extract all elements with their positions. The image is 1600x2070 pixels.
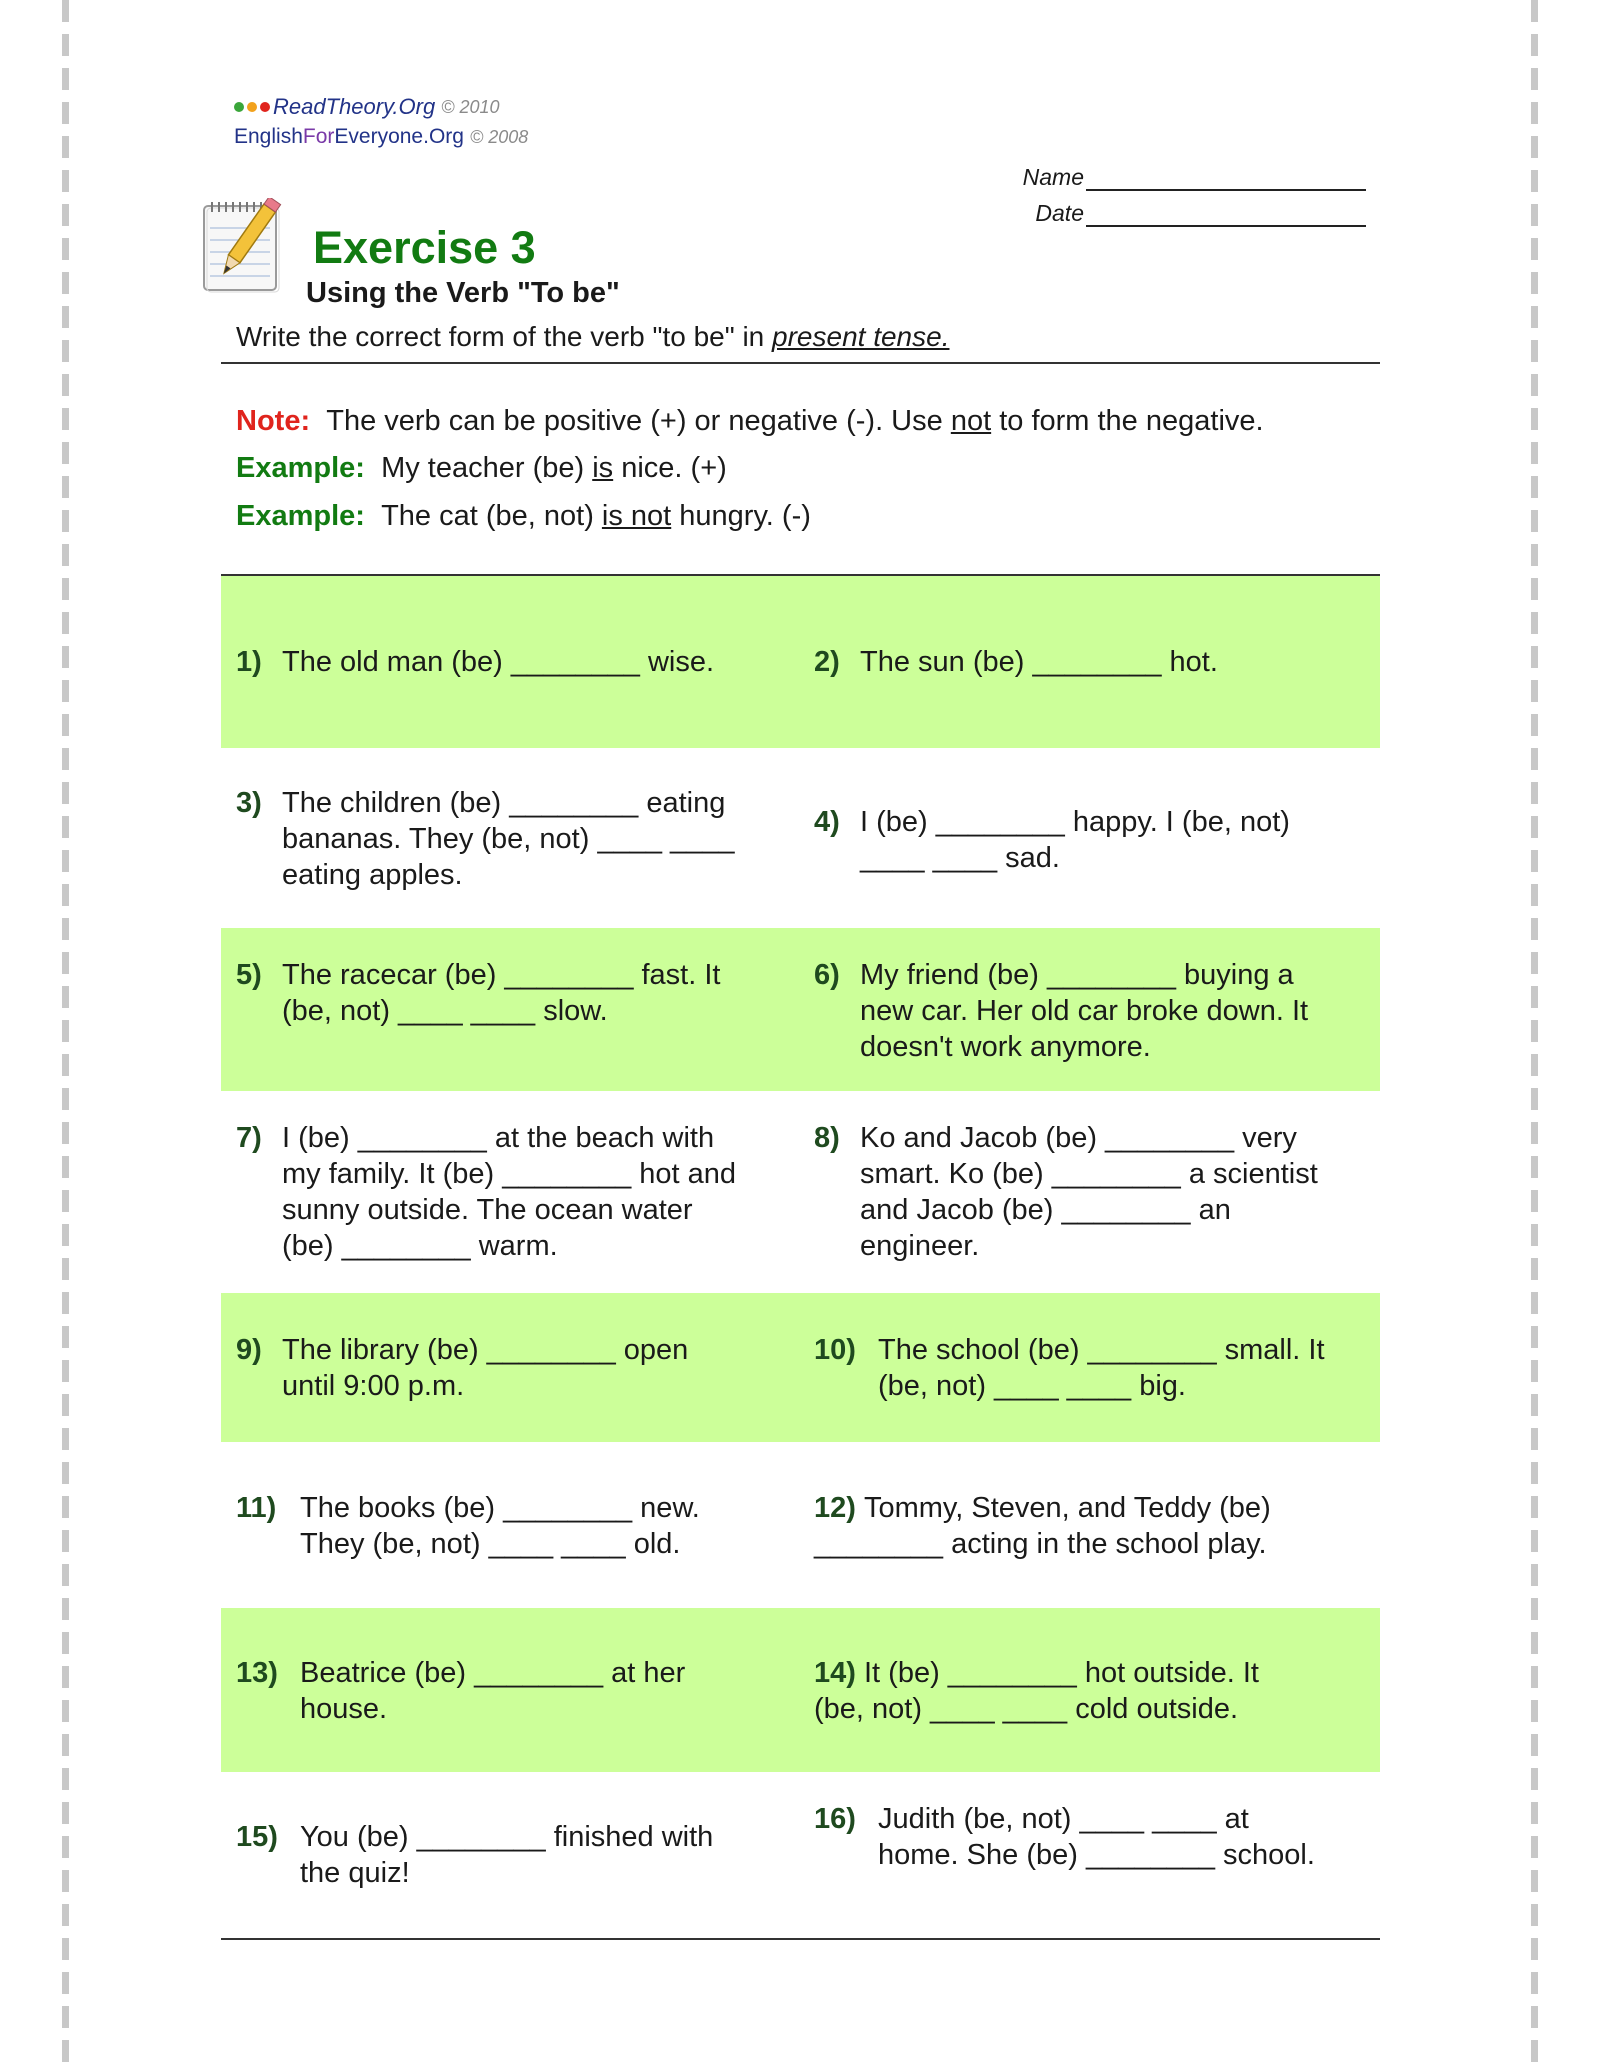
question-text-line[interactable]: home. She (be) ________ school.	[878, 1839, 1315, 1871]
readtheory-copyright: © 2010	[441, 96, 500, 117]
notepad-pencil-icon	[200, 198, 302, 299]
question-number: 2)	[814, 646, 840, 678]
question-number: 16)	[814, 1803, 856, 1835]
question-11	[236, 1490, 700, 1562]
example-label: Example:	[236, 452, 365, 484]
question-16	[814, 1801, 1315, 1873]
instructions-text: Write the correct form of the verb "to be" in	[236, 321, 773, 352]
name-label: Name	[1022, 164, 1084, 190]
question-text-line[interactable]: They (be, not) ____ ____ old.	[300, 1528, 681, 1560]
left-dashed-border	[62, 0, 69, 2070]
question-12	[814, 1490, 1271, 1562]
question-1	[236, 644, 714, 680]
date-label: Date	[1035, 200, 1084, 226]
question-text-line: engineer.	[860, 1230, 980, 1262]
question-number: 12)	[814, 1492, 856, 1524]
question-text-line[interactable]: The books (be) ________ new.	[300, 1492, 700, 1524]
example-label: Example:	[236, 500, 365, 532]
divider-bottom	[221, 1938, 1380, 1940]
question-number: 8)	[814, 1122, 840, 1154]
question-number: 3)	[236, 787, 262, 819]
red-dot-icon	[260, 102, 270, 112]
question-9	[236, 1332, 688, 1404]
question-15	[236, 1819, 713, 1891]
englishforeveryone-logo[interactable]	[234, 122, 528, 152]
question-text-line[interactable]: ____ ____ sad.	[860, 842, 1060, 874]
question-8	[814, 1120, 1318, 1264]
right-dashed-border	[1531, 0, 1538, 2070]
question-text-line[interactable]: Judith (be, not) ____ ____ at	[878, 1803, 1249, 1835]
note-line	[236, 405, 1264, 438]
exercise-title: Exercise 3	[313, 222, 536, 273]
question-number: 10)	[814, 1334, 856, 1366]
question-text-line: sunny outside. The ocean water	[282, 1194, 693, 1226]
question-text-line[interactable]: Ko and Jacob (be) ________ very	[860, 1122, 1297, 1154]
question-text-line[interactable]: My friend (be) ________ buying a	[860, 959, 1294, 991]
question-number: 6)	[814, 959, 840, 991]
question-text-line[interactable]: smart. Ko (be) ________ a scientist	[860, 1158, 1318, 1190]
instructions	[236, 321, 949, 353]
question-5	[236, 957, 720, 1029]
date-field[interactable]	[1086, 201, 1366, 227]
example-answer: is	[592, 452, 614, 484]
note-text-2: to form the negative.	[991, 405, 1264, 437]
question-7	[236, 1120, 736, 1264]
question-text-line[interactable]: The racecar (be) ________ fast. It	[282, 959, 721, 991]
question-text-line[interactable]: ________ acting in the school play.	[814, 1528, 1267, 1560]
note-label: Note:	[236, 405, 311, 437]
question-text-line: until 9:00 p.m.	[282, 1370, 465, 1402]
question-text-line: eating apples.	[282, 859, 463, 891]
question-text-line[interactable]: The sun (be) ________ hot.	[860, 646, 1218, 678]
question-number: 4)	[814, 806, 840, 838]
question-text-line[interactable]: (be, not) ____ ____ slow.	[282, 995, 608, 1027]
instructions-emphasis: present tense.	[772, 321, 950, 352]
question-text-line[interactable]: The old man (be) ________ wise.	[282, 646, 715, 678]
example-line-1	[236, 452, 727, 485]
question-number: 14)	[814, 1657, 856, 1689]
question-14	[814, 1655, 1259, 1727]
note-underlined: not	[950, 405, 992, 437]
logo-block	[234, 92, 528, 152]
readtheory-name: ReadTheory.Org	[273, 94, 436, 119]
example-text: hungry. (-)	[671, 500, 811, 532]
question-text-line: the quiz!	[300, 1857, 410, 1889]
question-number: 7)	[236, 1122, 262, 1154]
efe-copyright: © 2008	[469, 126, 529, 147]
question-text-line[interactable]: Beatrice (be) ________ at her	[300, 1657, 686, 1689]
question-text-line[interactable]: bananas. They (be, not) ____ ____	[282, 823, 735, 855]
question-4	[814, 804, 1290, 876]
efe-name-part3: Everyone.Org	[334, 125, 464, 148]
question-13	[236, 1655, 685, 1727]
question-10	[814, 1332, 1325, 1404]
efe-name-part2: For	[302, 125, 335, 148]
orange-dot-icon	[247, 102, 257, 112]
name-date-fields	[960, 155, 1366, 227]
question-3	[236, 785, 735, 893]
question-number: 13)	[236, 1657, 278, 1689]
readtheory-logo[interactable]	[234, 92, 528, 122]
exercise-subtitle: Using the Verb "To be"	[306, 277, 620, 309]
question-number: 15)	[236, 1821, 278, 1853]
green-dot-icon	[234, 102, 244, 112]
question-number: 9)	[236, 1334, 262, 1366]
efe-name-part1: English	[234, 125, 303, 148]
question-text-line[interactable]: It (be) ________ hot outside. It	[863, 1657, 1259, 1689]
question-text-line[interactable]: (be, not) ____ ____ cold outside.	[814, 1693, 1239, 1725]
divider-top	[221, 362, 1380, 364]
question-text-line[interactable]: my family. It (be) ________ hot and	[282, 1158, 737, 1190]
question-text-line[interactable]: The school (be) ________ small. It	[878, 1334, 1325, 1366]
question-text-line: Tommy, Steven, and Teddy (be)	[863, 1492, 1271, 1524]
example-text: nice. (+)	[613, 452, 727, 484]
example-text: The cat (be, not)	[381, 500, 602, 532]
question-text-line: house.	[300, 1693, 388, 1725]
question-number: 11)	[236, 1492, 277, 1524]
example-text: My teacher (be)	[381, 452, 593, 484]
question-text-line[interactable]: and Jacob (be) ________ an	[860, 1194, 1231, 1226]
question-2	[814, 644, 1218, 680]
question-number: 5)	[236, 959, 262, 991]
question-text-line[interactable]: I (be) ________ happy. I (be, not)	[860, 806, 1290, 838]
question-text-line[interactable]: You (be) ________ finished with	[300, 1821, 714, 1853]
example-line-2	[236, 500, 811, 533]
note-text-1: The verb can be positive (+) or negative (-). Use	[326, 405, 951, 437]
question-text-line[interactable]: (be, not) ____ ____ big.	[878, 1370, 1186, 1402]
example-answer: is not	[601, 500, 672, 532]
question-text-line: new car. Her old car broke down. It	[860, 995, 1309, 1027]
question-text-line[interactable]: The children (be) ________ eating	[282, 787, 726, 819]
question-text-line: doesn't work anymore.	[860, 1031, 1151, 1063]
question-number: 1)	[236, 646, 262, 678]
question-text-line[interactable]: I (be) ________ at the beach with	[282, 1122, 715, 1154]
question-text-line[interactable]: (be) ________ warm.	[282, 1230, 558, 1262]
question-text-line[interactable]: The library (be) ________ open	[282, 1334, 689, 1366]
question-6	[814, 957, 1308, 1065]
name-field[interactable]	[1086, 165, 1366, 191]
